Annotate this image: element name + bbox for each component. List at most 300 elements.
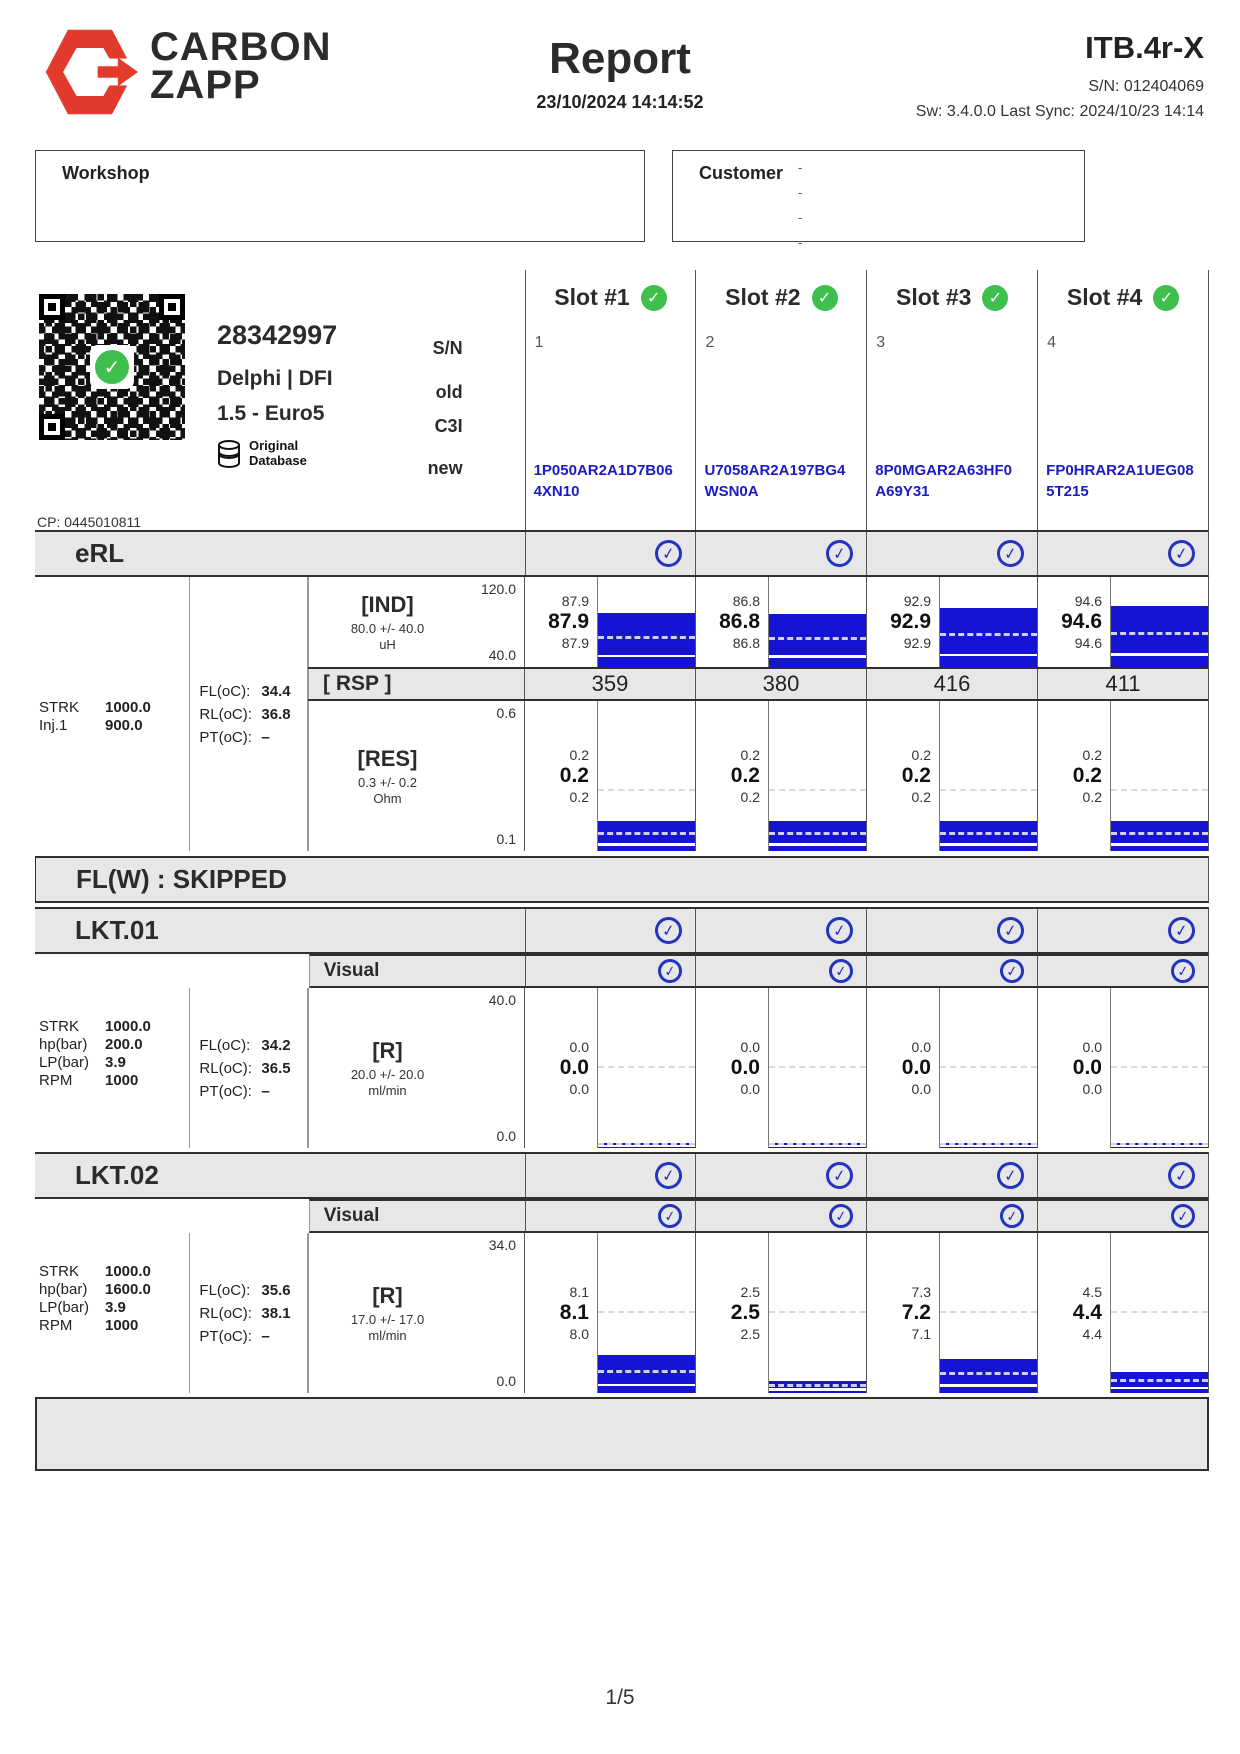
param-value: 900.0 (105, 717, 143, 734)
blue-check-icon: ✓ (1169, 957, 1196, 984)
avg-value: 0.2 (1072, 764, 1102, 787)
dash-mark: - (798, 160, 803, 175)
slot-1-new-code (534, 460, 694, 502)
param-value: 3.9 (105, 1299, 126, 1316)
temp-value: 34.4 (261, 682, 291, 700)
avg-value: 8.1 (559, 1301, 589, 1324)
temp-label: RL(oC): (199, 705, 252, 723)
lkt02-visual-slot-2 (695, 1199, 866, 1233)
device-model: ITB.4r-X (1085, 30, 1204, 65)
avg-value: 0.0 (730, 1056, 760, 1079)
temp-rl (199, 1060, 307, 1077)
slot-1-header (525, 270, 696, 530)
max-value: 94.6 (1074, 593, 1102, 609)
temp-value: 36.8 (261, 705, 291, 723)
slot-2-header (695, 270, 866, 530)
min-value: 0.2 (1082, 789, 1102, 805)
lkt01-visual-slot-4 (1037, 954, 1208, 988)
param-strk (39, 699, 183, 716)
res-slot-4 (1037, 701, 1208, 851)
section-bar-erl (35, 530, 1209, 577)
measurement-chart (768, 701, 866, 851)
param-label: STRK (39, 1018, 80, 1035)
param-rpm (39, 1317, 183, 1334)
blue-check-icon: ✓ (828, 1202, 855, 1229)
min-value: 4.4 (1082, 1326, 1102, 1342)
measurement-chart (597, 988, 695, 1148)
measurement-chart (939, 577, 1037, 667)
label-sn: S/N (432, 338, 463, 358)
slot-1-title: Slot #1 (554, 284, 630, 310)
min-value: 0.0 (740, 1081, 760, 1097)
injector-maker: Delphi | DFI (217, 367, 333, 390)
min-value: 92.9 (903, 635, 931, 651)
res-test-unit: Ohm (373, 791, 402, 806)
temp-fl (199, 683, 307, 700)
measurement-chart (768, 988, 866, 1148)
max-value: 0.2 (569, 747, 589, 763)
ind-axis-max: 120.0 (480, 581, 516, 597)
max-value: 8.1 (569, 1284, 589, 1300)
max-value: 0.0 (911, 1039, 931, 1055)
workshop-box (35, 150, 645, 242)
ind-test-info (308, 577, 524, 667)
res-axis-max: 0.6 (496, 705, 516, 721)
lkt01-slot-3-status (866, 909, 1037, 952)
rsp-slot-3-value: 416 (866, 669, 1037, 699)
slot-2-sn: 2 (705, 334, 715, 351)
original-database-badge (217, 439, 337, 469)
lkt02-temperatures (190, 1233, 308, 1393)
temp-fl (199, 1037, 307, 1054)
injector-type: 1.5 - Euro5 (217, 402, 325, 425)
min-value: 0.0 (911, 1081, 931, 1097)
temp-pt (199, 1083, 307, 1100)
measurement-chart (1110, 701, 1208, 851)
slot-1-code-line2: 4XN10 (533, 483, 580, 500)
rsp-slot-1-value: 359 (524, 669, 695, 699)
blue-check-icon: ✓ (1166, 538, 1196, 568)
r-axis-max: 40.0 (488, 992, 516, 1008)
lkt02-slot-4-status (1037, 1154, 1208, 1197)
param-value: 1000 (105, 1317, 139, 1334)
param-label: RPM (39, 1317, 73, 1334)
temp-label: RL(oC): (199, 1304, 252, 1322)
avg-value: 94.6 (1061, 610, 1102, 633)
lkt02-visual-slot-4 (1037, 1199, 1208, 1233)
avg-value: 2.5 (730, 1301, 760, 1324)
blue-check-icon: ✓ (654, 538, 684, 568)
slot-3-title: Slot #3 (896, 284, 972, 310)
r-test-name: [R] (372, 1038, 403, 1063)
section-title-lkt02: LKT.02 (75, 1160, 159, 1190)
r-test-unit: ml/min (368, 1328, 407, 1343)
temp-pt (199, 1328, 307, 1345)
min-value: 87.9 (561, 635, 589, 651)
max-value: 0.0 (740, 1039, 760, 1055)
param-value: 1000.0 (105, 699, 151, 716)
qr-finder-icon (159, 294, 185, 320)
erl-slot-4-status (1037, 532, 1208, 575)
lkt02-r-info (308, 1233, 524, 1393)
r-test-spec: 17.0 +/- 17.0 (350, 1312, 425, 1327)
lkt02-body (35, 1233, 1209, 1393)
rsp-test-row (308, 667, 1208, 701)
erl-slot-3-status (866, 532, 1037, 575)
avg-value: 4.4 (1072, 1301, 1102, 1324)
injector-code: 28342997 (217, 320, 338, 350)
lkt02-slot-3 (866, 1233, 1037, 1393)
report-datetime: 23/10/2024 14:14:52 (536, 92, 704, 112)
res-slot-3 (866, 701, 1037, 851)
measurement-chart (939, 1233, 1037, 1393)
max-value: 92.9 (903, 593, 931, 609)
slot-3-code-line1: 8P0MGAR2A63HF0 (875, 462, 1013, 479)
temp-pt (199, 729, 307, 746)
lkt01-temperatures (190, 988, 308, 1148)
res-test-name: [RES] (357, 746, 418, 771)
param-lp (39, 1054, 183, 1071)
lkt02-visual-label: Visual (309, 1199, 525, 1233)
max-value: 0.0 (569, 1039, 589, 1055)
blue-check-icon: ✓ (1166, 915, 1196, 945)
section-title-flw: FL(W) : SKIPPED (76, 864, 287, 894)
lkt01-slot-4 (1037, 988, 1208, 1148)
lkt02-visual-slot-3 (866, 1199, 1037, 1233)
slot-2-title: Slot #2 (725, 284, 801, 310)
measurement-chart (597, 577, 695, 667)
ind-slot-2 (695, 577, 866, 667)
green-check-icon: ✓ (982, 285, 1008, 311)
slot-1-code-line1: 1P050AR2A1D7B06 (533, 462, 673, 479)
max-value: 0.2 (740, 747, 760, 763)
dash-mark: - (798, 210, 803, 225)
section-bar-flw (35, 856, 1209, 903)
temp-label: FL(oC): (199, 682, 251, 700)
erl-slot-1-status (525, 532, 696, 575)
label-c3i: C3I (434, 416, 463, 436)
r-axis-max: 34.0 (488, 1237, 516, 1253)
green-check-icon: ✓ (95, 350, 129, 384)
slot-4-code-line1: FP0HRAR2A1UEG08 (1046, 462, 1194, 479)
measurement-chart (597, 701, 695, 851)
slot-2-title-row (696, 270, 866, 311)
qr-finder-icon (39, 294, 65, 320)
workshop-label: Workshop (62, 163, 150, 183)
ind-slot-1 (524, 577, 695, 667)
temp-rl (199, 1305, 307, 1322)
param-value: 1000.0 (105, 1263, 151, 1280)
page-title: Report (549, 34, 691, 83)
param-label: LP(bar) (39, 1299, 90, 1316)
green-check-icon: ✓ (812, 285, 838, 311)
temp-fl (199, 1282, 307, 1299)
blue-check-icon: ✓ (995, 915, 1025, 945)
param-value: 200.0 (105, 1036, 143, 1053)
blue-check-icon: ✓ (654, 915, 684, 945)
database-badge-text (249, 439, 307, 469)
lkt01-r-row (308, 988, 1208, 1148)
label-new: new (427, 458, 463, 478)
avg-value: 7.2 (901, 1301, 931, 1324)
section-title-lkt01: LKT.01 (75, 915, 159, 945)
slot-header-row (35, 270, 1209, 530)
param-value: 1600.0 (105, 1281, 151, 1298)
ind-test-unit: uH (379, 637, 396, 652)
min-value: 0.2 (569, 789, 589, 805)
param-value: 1000 (105, 1072, 139, 1089)
max-value: 4.5 (1082, 1284, 1102, 1300)
ind-test-name: [IND] (361, 592, 414, 617)
param-label: hp(bar) (39, 1036, 88, 1053)
slot-4-code-line2: 5T215 (1046, 483, 1089, 500)
avg-value: 87.9 (548, 610, 589, 633)
avg-value: 92.9 (890, 610, 931, 633)
slot-4-header (1037, 270, 1208, 530)
max-value: 0.0 (1082, 1039, 1102, 1055)
param-inj1 (39, 717, 183, 734)
lkt02-visual-row (35, 1199, 1209, 1233)
cp-number: CP: 0445010811 (37, 514, 142, 530)
blue-check-icon: ✓ (825, 538, 855, 568)
section-title-erl: eRL (75, 538, 125, 568)
param-label: LP(bar) (39, 1054, 90, 1071)
temp-label: PT(oC): (199, 1327, 252, 1345)
min-value: 8.0 (569, 1326, 589, 1342)
lkt01-r-info (308, 988, 524, 1148)
avg-value: 86.8 (719, 610, 760, 633)
r-test-unit: ml/min (368, 1083, 407, 1098)
lkt02-slot-1 (524, 1233, 695, 1393)
temp-value: – (261, 1082, 270, 1100)
injector-info-block (35, 270, 525, 530)
lkt02-r-row (308, 1233, 1208, 1393)
blue-check-icon: ✓ (825, 1160, 855, 1190)
param-rpm (39, 1072, 183, 1089)
lkt01-visual-slot-3 (866, 954, 1037, 988)
blue-check-icon: ✓ (654, 1160, 684, 1190)
db-badge-line1: Original (249, 438, 299, 453)
res-test-info (308, 701, 524, 851)
injector-identity (217, 320, 337, 469)
min-value: 0.0 (1082, 1081, 1102, 1097)
min-value: 0.0 (569, 1081, 589, 1097)
res-axis-min: 0.1 (496, 831, 516, 847)
lkt01-parameters (35, 988, 190, 1148)
param-hp (39, 1036, 183, 1053)
device-sw-sync: Sw: 3.4.0.0 Last Sync: 2024/10/23 14:14 (915, 103, 1204, 120)
erl-body (35, 577, 1209, 851)
qr-finder-icon (39, 414, 65, 440)
temp-label: FL(oC): (199, 1036, 251, 1054)
blue-check-icon: ✓ (657, 957, 684, 984)
page-number: 1/5 (605, 1686, 635, 1709)
res-slot-2 (695, 701, 866, 851)
param-label: hp(bar) (39, 1281, 88, 1298)
max-value: 86.8 (732, 593, 760, 609)
customer-label: Customer (699, 163, 784, 183)
lkt01-slot-3 (866, 988, 1037, 1148)
measurement-chart (1110, 1233, 1208, 1393)
lkt01-body (35, 988, 1209, 1148)
table-footer-bar (35, 1397, 1209, 1471)
section-bar-lkt02 (35, 1152, 1209, 1199)
lkt01-visual-row (35, 954, 1209, 988)
blue-check-icon: ✓ (828, 957, 855, 984)
rsp-slot-2-value: 380 (695, 669, 866, 699)
ind-test-row (308, 577, 1208, 667)
slot-2-new-code (704, 460, 864, 502)
section-bar-lkt01 (35, 907, 1209, 954)
r-axis-min: 0.0 (496, 1373, 516, 1389)
avg-value: 0.0 (901, 1056, 931, 1079)
slot-4-sn: 4 (1047, 334, 1057, 351)
min-value: 0.2 (740, 789, 760, 805)
avg-value: 0.0 (1072, 1056, 1102, 1079)
dash-mark: - (798, 185, 803, 200)
min-value: 94.6 (1074, 635, 1102, 651)
param-strk (39, 1018, 183, 1035)
device-serial: S/N: 012404069 (1088, 78, 1204, 95)
temp-label: PT(oC): (199, 1082, 252, 1100)
lkt01-slot-1 (524, 988, 695, 1148)
brand-line-2: ZAPP (150, 63, 261, 107)
customer-placeholder-dashes (798, 161, 802, 249)
brand-line-1: CARBON (150, 25, 332, 69)
lkt01-slot-1-status (525, 909, 696, 952)
slot-3-sn: 3 (876, 334, 886, 351)
lkt02-slot-2 (695, 1233, 866, 1393)
param-strk (39, 1263, 183, 1280)
lkt02-parameters (35, 1233, 190, 1393)
r-test-name: [R] (372, 1283, 403, 1308)
rsp-test-name: [ RSP ] (308, 669, 524, 699)
avg-value: 0.2 (730, 764, 760, 787)
slot-4-title: Slot #4 (1066, 284, 1143, 310)
green-check-icon: ✓ (1153, 285, 1179, 311)
param-lp (39, 1299, 183, 1316)
param-value: 3.9 (105, 1054, 126, 1071)
slot-4-title-row (1038, 270, 1208, 311)
max-value: 7.3 (911, 1284, 931, 1300)
param-label: Inj.1 (39, 717, 68, 734)
slot-3-code-line2: A69Y31 (875, 483, 930, 500)
blue-check-icon: ✓ (825, 915, 855, 945)
param-label: STRK (39, 699, 80, 716)
r-test-spec: 20.0 +/- 20.0 (350, 1067, 425, 1082)
blue-check-icon: ✓ (995, 1160, 1025, 1190)
blue-check-icon: ✓ (995, 538, 1025, 568)
measurement-chart (1110, 577, 1208, 667)
ind-test-spec: 80.0 +/- 40.0 (350, 621, 425, 636)
lkt01-slot-2-status (695, 909, 866, 952)
max-value: 0.2 (1082, 747, 1102, 763)
temp-value: 36.5 (261, 1059, 291, 1077)
measurement-chart (1110, 988, 1208, 1148)
slot-1-title-row (526, 270, 696, 311)
temp-label: PT(oC): (199, 728, 252, 746)
param-hp (39, 1281, 183, 1298)
blue-check-icon: ✓ (1169, 1202, 1196, 1229)
lkt02-slot-1-status (525, 1154, 696, 1197)
lkt02-slot-2-status (695, 1154, 866, 1197)
erl-parameters (35, 577, 190, 851)
temp-label: RL(oC): (199, 1059, 252, 1077)
slot-2-code-line2: WSN0A (704, 483, 759, 500)
measurement-chart (939, 988, 1037, 1148)
param-value: 1000.0 (105, 1018, 151, 1035)
max-value: 0.2 (911, 747, 931, 763)
slot-3-title-row (867, 270, 1037, 311)
measurement-chart (768, 577, 866, 667)
customer-box (672, 150, 1085, 250)
avg-value: 0.2 (901, 764, 931, 787)
slot-2-code-line1: U7058AR2A197BG4 (704, 462, 846, 479)
green-check-icon: ✓ (641, 285, 667, 311)
slot-3-new-code (875, 460, 1035, 502)
lkt01-slot-2 (695, 988, 866, 1148)
temp-value: – (261, 728, 270, 746)
blue-check-icon: ✓ (1166, 1160, 1196, 1190)
blue-check-icon: ✓ (999, 1202, 1026, 1229)
lkt01-slot-4-status (1037, 909, 1208, 952)
max-value: 2.5 (740, 1284, 760, 1300)
lkt02-slot-3-status (866, 1154, 1037, 1197)
erl-temperatures (190, 577, 308, 851)
measurement-chart (768, 1233, 866, 1393)
measurement-chart (597, 1233, 695, 1393)
results-table (35, 270, 1209, 1471)
min-value: 86.8 (732, 635, 760, 651)
res-slot-1 (524, 701, 695, 851)
ind-slot-4 (1037, 577, 1208, 667)
slot-1-sn: 1 (534, 334, 544, 351)
temp-value: – (261, 1327, 270, 1345)
db-badge-line2: Database (249, 452, 307, 468)
database-icon (217, 440, 241, 468)
rsp-slot-4-value: 411 (1037, 669, 1208, 699)
blue-check-icon: ✓ (657, 1202, 684, 1229)
qr-verified-badge (90, 345, 134, 389)
max-value: 87.9 (561, 593, 589, 609)
measurement-chart (939, 701, 1037, 851)
temp-value: 38.1 (261, 1304, 291, 1322)
lkt01-visual-slot-2 (695, 954, 866, 988)
temp-value: 34.2 (261, 1036, 291, 1054)
ind-slot-3 (866, 577, 1037, 667)
erl-slot-2-status (695, 532, 866, 575)
param-label: STRK (39, 1263, 80, 1280)
temp-label: FL(oC): (199, 1281, 251, 1299)
qr-code (37, 292, 187, 442)
avg-value: 0.0 (559, 1056, 589, 1079)
min-value: 0.2 (911, 789, 931, 805)
r-axis-min: 0.0 (496, 1128, 516, 1144)
dash-mark: - (798, 235, 803, 250)
label-old: old (435, 382, 463, 402)
avg-value: 0.2 (559, 764, 589, 787)
lkt01-visual-label: Visual (309, 954, 525, 988)
temp-value: 35.6 (261, 1281, 291, 1299)
min-value: 2.5 (740, 1326, 760, 1342)
temp-rl (199, 706, 307, 723)
min-value: 7.1 (911, 1326, 931, 1342)
lkt02-slot-4 (1037, 1233, 1208, 1393)
slot-3-header (866, 270, 1037, 530)
ind-axis-min: 40.0 (488, 647, 516, 663)
res-test-spec: 0.3 +/- 0.2 (358, 775, 417, 790)
param-label: RPM (39, 1072, 73, 1089)
